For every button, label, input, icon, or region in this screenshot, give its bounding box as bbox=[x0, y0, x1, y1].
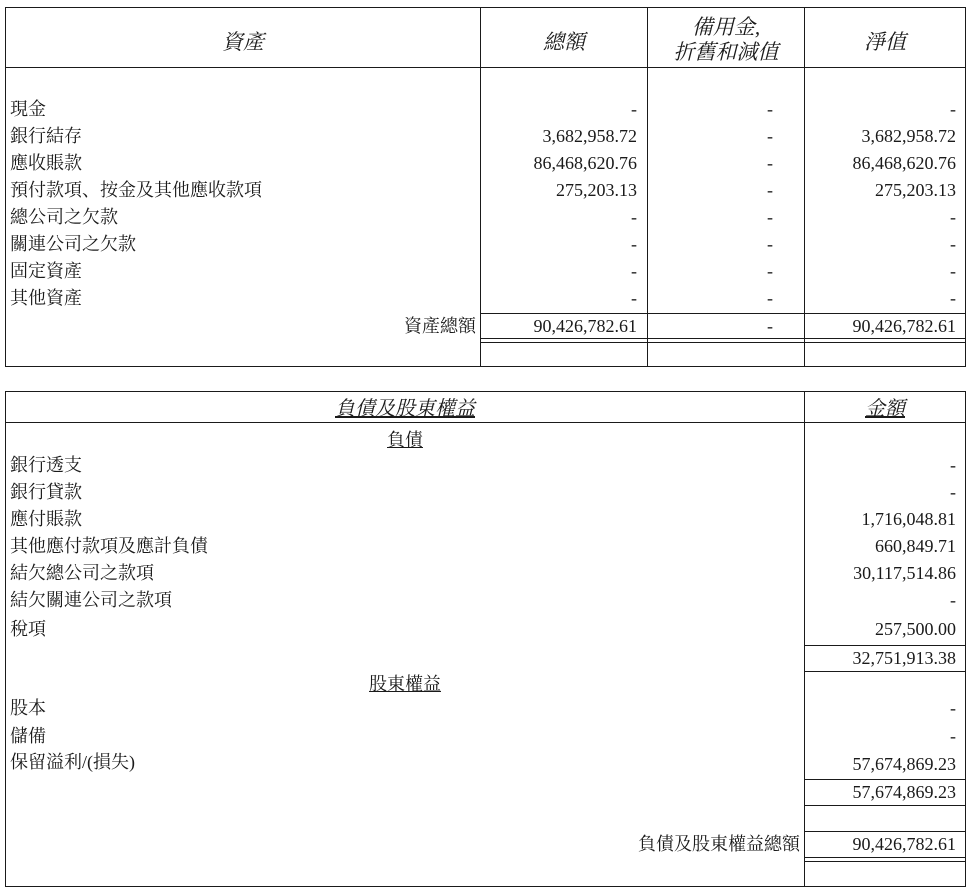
assets-row-provision: - bbox=[767, 180, 773, 200]
liability-row-label: 稅項 bbox=[10, 619, 46, 639]
liabilities-header-item: 負債及股東權益 bbox=[335, 398, 475, 420]
assets-row-provision: - bbox=[767, 261, 773, 281]
liability-row-amount: 660,849.71 bbox=[875, 536, 956, 556]
assets-row-net: - bbox=[950, 288, 956, 308]
assets-row-provision: - bbox=[767, 153, 773, 173]
assets-row-label: 總公司之欠款 bbox=[10, 207, 118, 227]
liability-row-label: 銀行透支 bbox=[10, 455, 82, 475]
assets-row-net: 3,682,958.72 bbox=[861, 126, 956, 146]
assets-row-label: 應收賬款 bbox=[10, 153, 82, 173]
liabilities-subtotal: 32,751,913.38 bbox=[852, 648, 956, 668]
assets-row-net: - bbox=[950, 234, 956, 254]
assets-header-provision-line2: 折舊和減值 bbox=[673, 40, 779, 64]
assets-row-gross: - bbox=[631, 288, 637, 308]
assets-row-net: - bbox=[950, 99, 956, 119]
equity-section-title: 股東權益 bbox=[369, 674, 441, 694]
assets-row-net: - bbox=[950, 261, 956, 281]
liabilities-equity-total-amount: 90,426,782.61 bbox=[852, 834, 956, 854]
equity-row-label: 股本 bbox=[10, 698, 46, 718]
liability-row-amount: 257,500.00 bbox=[875, 619, 956, 639]
assets-row-net: - bbox=[950, 207, 956, 227]
assets-row-net: 275,203.13 bbox=[875, 180, 956, 200]
assets-total-provision: - bbox=[767, 316, 773, 336]
assets-row-provision: - bbox=[767, 99, 773, 119]
assets-row-label: 其他資產 bbox=[10, 288, 82, 308]
liability-row-label: 結欠總公司之款項 bbox=[10, 563, 154, 583]
assets-row-label: 預付款項、按金及其他應收款項 bbox=[10, 180, 262, 200]
assets-row-label: 現金 bbox=[10, 99, 46, 119]
assets-row-gross: - bbox=[631, 234, 637, 254]
liability-row-amount: 30,117,514.86 bbox=[853, 563, 956, 583]
liability-row-amount: 1,716,048.81 bbox=[861, 509, 956, 529]
assets-row-provision: - bbox=[767, 207, 773, 227]
assets-row-gross: 275,203.13 bbox=[556, 180, 637, 200]
liabilities-section-title: 負債 bbox=[387, 430, 423, 450]
assets-row-provision: - bbox=[767, 126, 773, 146]
assets-row-provision: - bbox=[767, 288, 773, 308]
equity-row-amount: 57,674,869.23 bbox=[852, 754, 956, 774]
assets-row-gross: 3,682,958.72 bbox=[542, 126, 637, 146]
liability-row-amount: - bbox=[950, 482, 956, 502]
assets-row-label: 固定資產 bbox=[10, 261, 82, 281]
liabilities-header-amount: 金額 bbox=[865, 398, 905, 420]
assets-header-net: 淨值 bbox=[864, 30, 906, 54]
assets-row-gross: 86,468,620.76 bbox=[533, 153, 637, 173]
assets-row-gross: - bbox=[631, 99, 637, 119]
assets-total-label: 資產總額 bbox=[404, 316, 476, 336]
assets-row-label: 關連公司之欠款 bbox=[10, 234, 136, 254]
assets-header-provision-line1: 備用金, bbox=[691, 15, 761, 39]
assets-row-gross: - bbox=[631, 261, 637, 281]
liability-row-label: 銀行貸款 bbox=[10, 482, 82, 502]
assets-row-label: 銀行結存 bbox=[10, 126, 82, 146]
assets-row-provision: - bbox=[767, 234, 773, 254]
liability-row-amount: - bbox=[950, 455, 956, 475]
assets-row-net: 86,468,620.76 bbox=[852, 153, 956, 173]
assets-total-gross: 90,426,782.61 bbox=[533, 316, 637, 336]
equity-row-amount: - bbox=[950, 698, 956, 718]
equity-row-amount: - bbox=[950, 726, 956, 746]
assets-header-gross: 總額 bbox=[543, 30, 585, 54]
liability-row-label: 結欠關連公司之款項 bbox=[10, 590, 172, 610]
equity-subtotal: 57,674,869.23 bbox=[852, 782, 956, 802]
assets-row-gross: - bbox=[631, 207, 637, 227]
assets-total-net: 90,426,782.61 bbox=[852, 316, 956, 336]
liabilities-equity-total-label: 負債及股東權益總額 bbox=[638, 834, 800, 854]
equity-row-label: 儲備 bbox=[10, 726, 46, 746]
equity-row-label: 保留溢利/(損失) bbox=[10, 752, 135, 772]
liability-row-amount: - bbox=[950, 590, 956, 610]
assets-header-item: 資產 bbox=[222, 30, 264, 54]
liability-row-label: 應付賬款 bbox=[10, 509, 82, 529]
liability-row-label: 其他應付款項及應計負債 bbox=[10, 536, 208, 556]
